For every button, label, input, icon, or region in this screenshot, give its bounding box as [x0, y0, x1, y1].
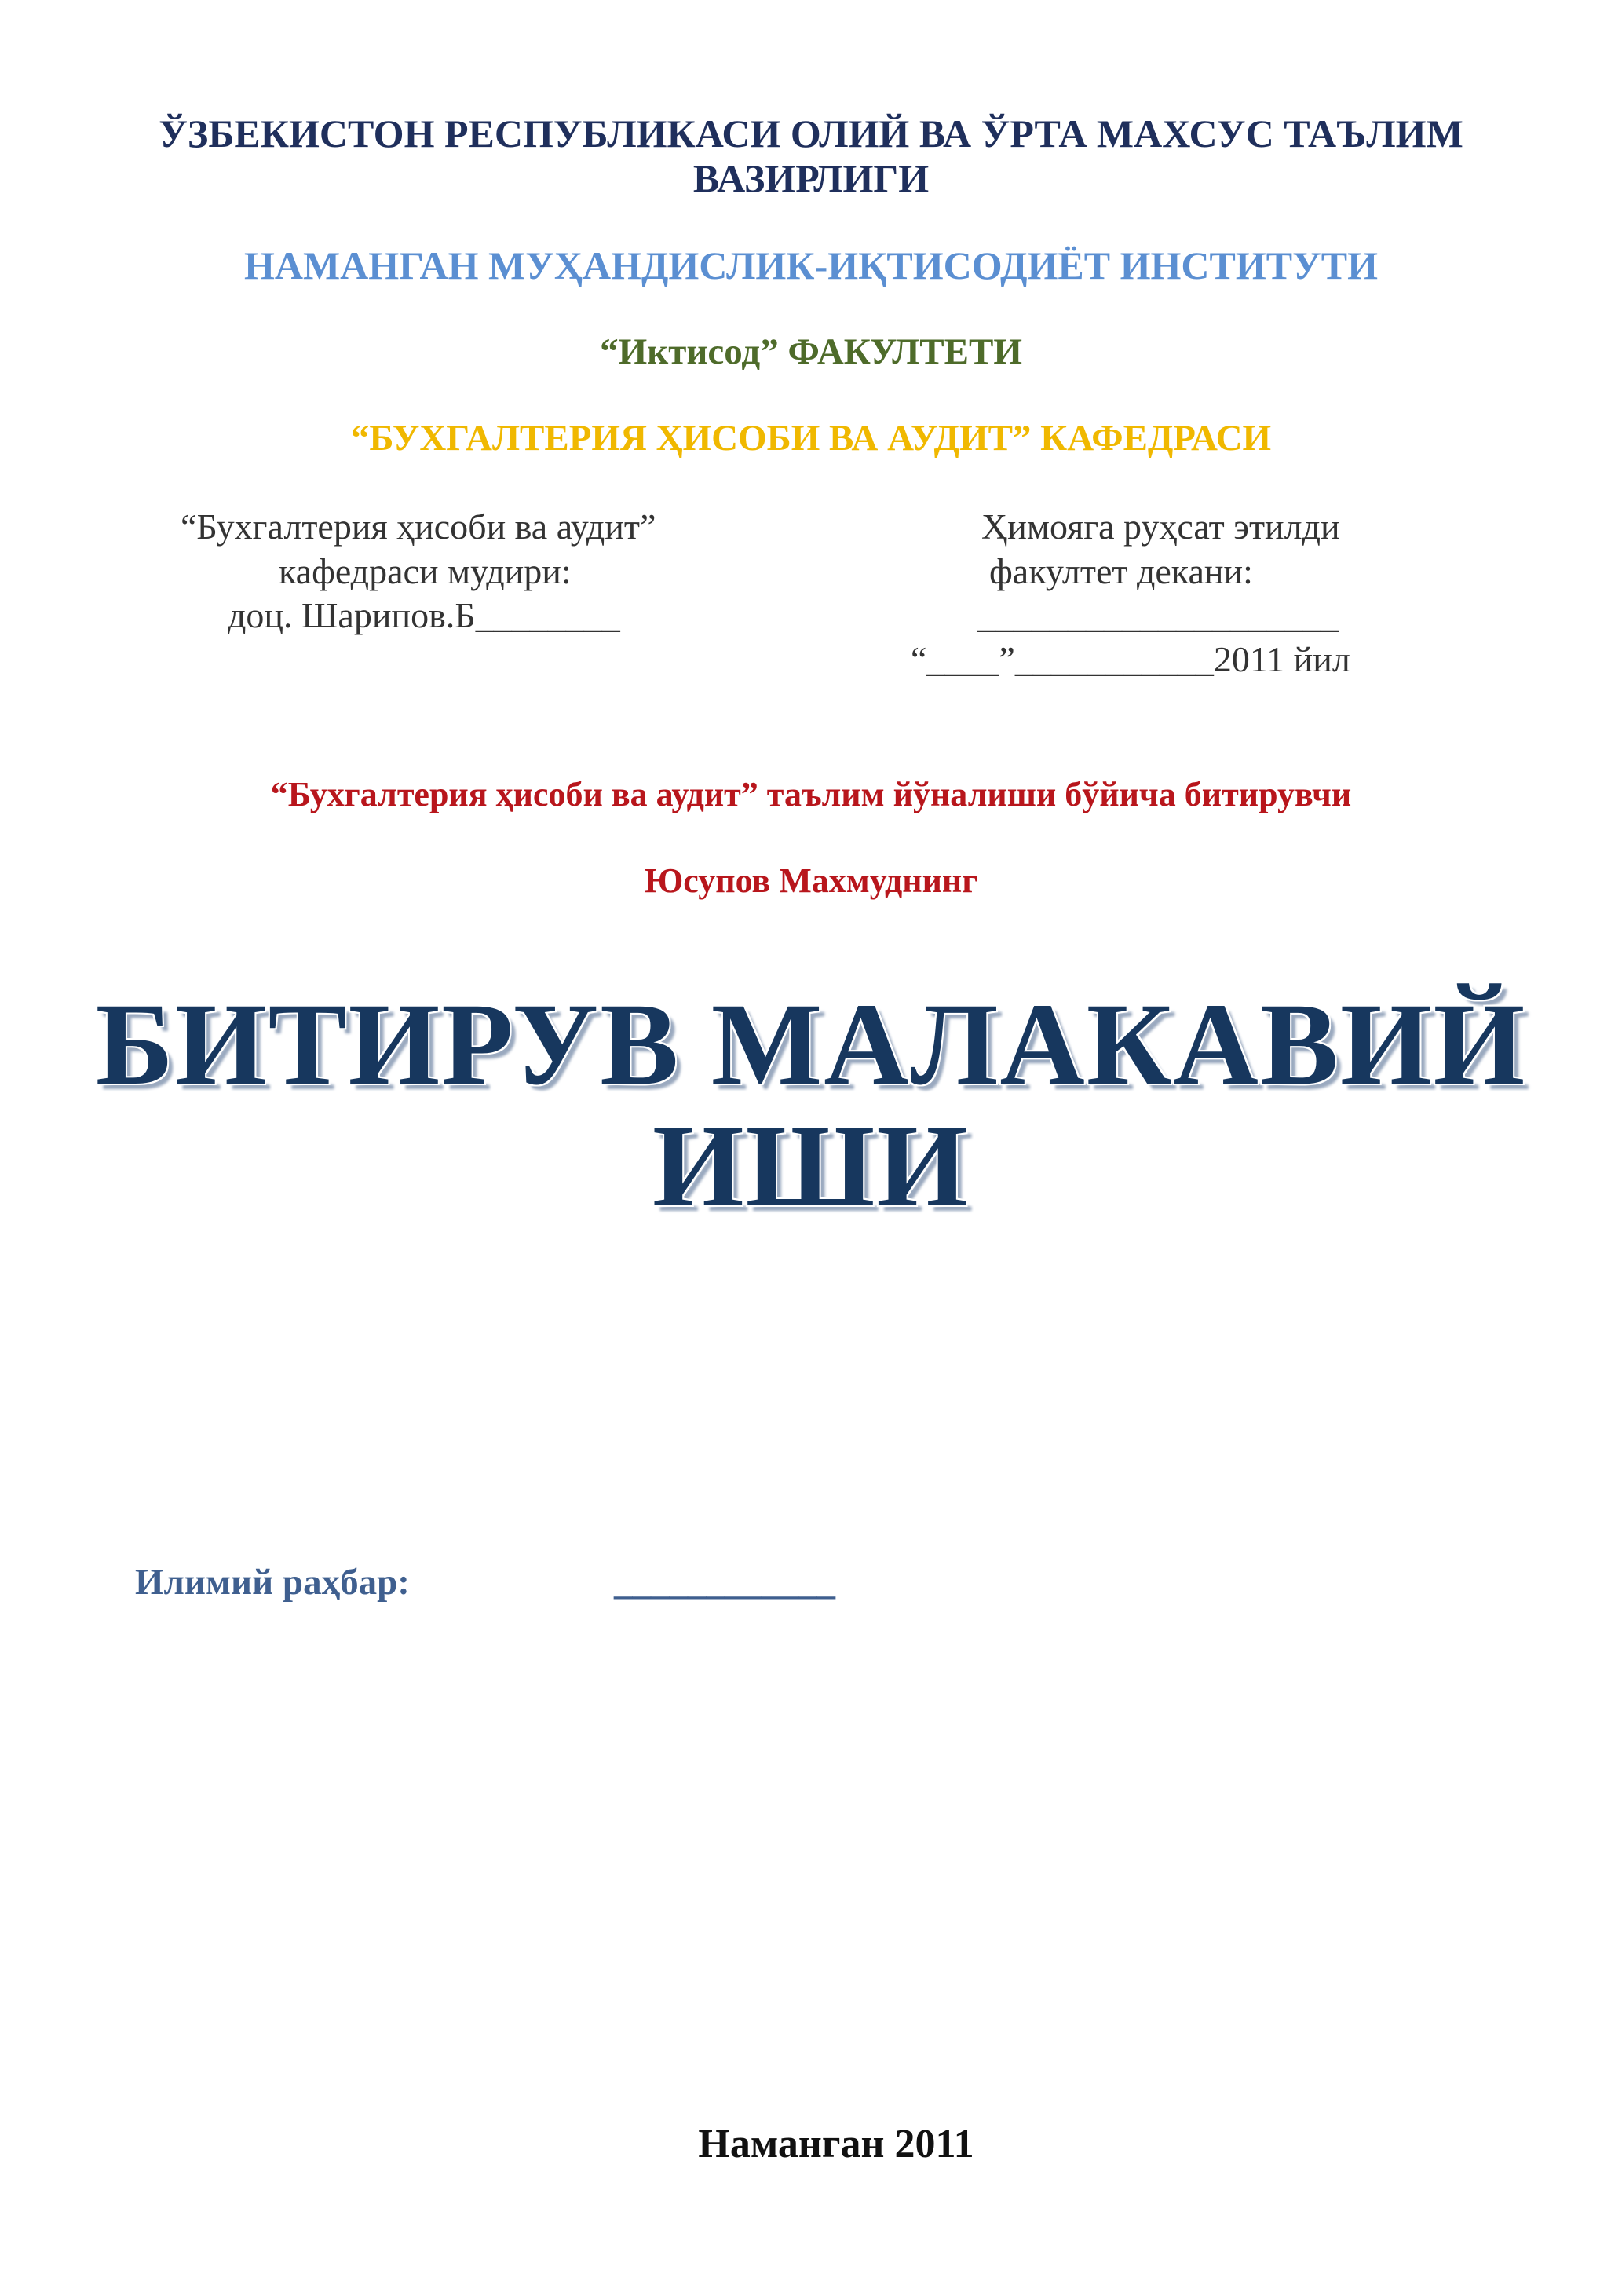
student-name: Юсупов Махмуднинг: [644, 861, 978, 900]
kafedra-name: “БУХГАЛТЕРИЯ ҲИСОБИ ВА АУДИТ” КАФЕДРАСИ: [350, 418, 1272, 459]
head-of-department-line2: кафедраси мудири:: [279, 551, 572, 591]
institute-name: НАМАНГАН МУҲАНДИСЛИК-ИҚТИСОДИЁТ ИНСТИТУТИ: [243, 243, 1379, 287]
dean-approval-line2: факултет декани:: [989, 551, 1253, 591]
city-year: Наманган 2011: [698, 2122, 974, 2166]
faculty-name: “Иктисод” ФАКУЛТЕТИ: [600, 331, 1022, 372]
head-of-department-signature: доц. Шарипов.Б________: [228, 595, 620, 635]
thesis-title-line2: ИШИ: [652, 1101, 970, 1231]
head-of-department-line1: “Бухгалтерия ҳисоби ва аудит”: [181, 506, 656, 547]
thesis-title-line1: БИТИРУВ МАЛАКАВИЙ: [95, 979, 1527, 1110]
study-direction: “Бухгалтерия ҳисоби ва аудит” таълим йўналиши бўйича битирувчи: [270, 775, 1352, 813]
advisor-signature-blank: ____________: [614, 1562, 835, 1603]
ministry-title-line1: ЎЗБЕКИСТОН РЕСПУБЛИКАСИ ОЛИЙ ВА ЎРТА МАХСУС ТАЪЛИМ: [159, 112, 1463, 155]
dean-approval-line1: Ҳимояга руҳсат этилди: [981, 506, 1340, 547]
advisor-label: Илимий раҳбар:: [135, 1562, 410, 1603]
approval-date: “____”___________2011 йил: [911, 639, 1350, 679]
dean-signature-blank: ____________________: [977, 595, 1339, 635]
ministry-title-line2: ВАЗИРЛИГИ: [692, 156, 930, 200]
